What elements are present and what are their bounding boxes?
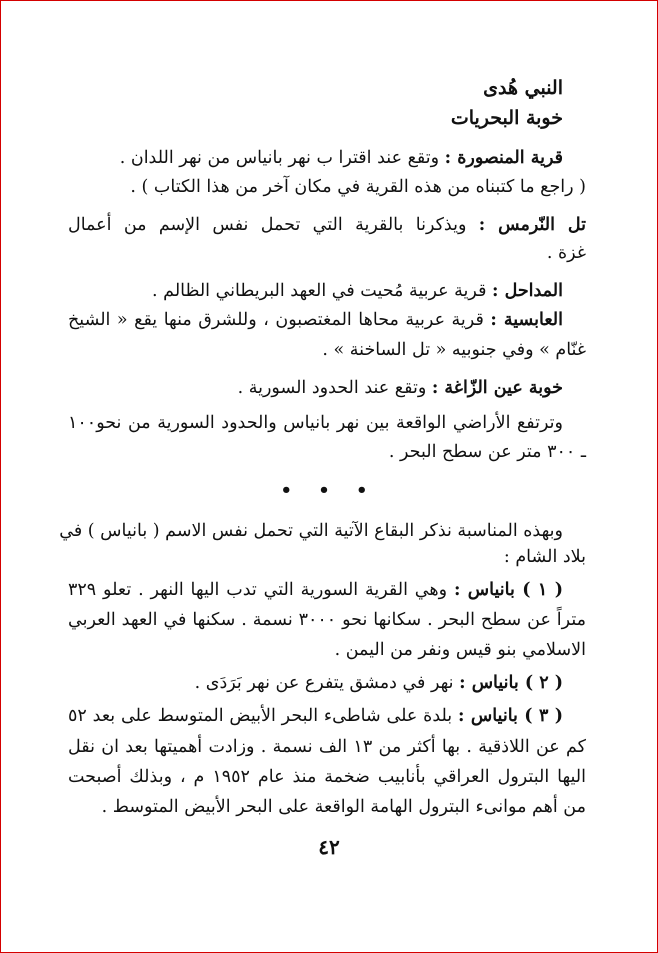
entry-text-line: ( راجع ما كتبناه من هذه القرية في مكان آخر من هذا الكتاب ) . <box>130 177 586 197</box>
item-text-line: من أهم موانىء البترول الهامة الواقعة على البحر الأبيض المتوسط . <box>101 797 586 817</box>
entry-text-line: غنّام » وفي جنوبيه « تل الساخنة » . <box>322 340 586 360</box>
entry-term: العابسية : <box>490 310 563 330</box>
entry-term: قرية المنصورة : <box>444 148 563 168</box>
page-number: ٤٢ <box>318 835 340 859</box>
section-title: خوبة البحريات <box>450 107 563 129</box>
entry-madahil <box>60 281 563 301</box>
entry-term: خوبة عين الزّاغة : <box>431 378 563 398</box>
entry-term: المداحل : <box>492 281 563 301</box>
entry-text: ويذكرنا بالقرية التي تحمل نفس الإسم من أعمال <box>68 215 467 235</box>
entry-text: وتقع عند اقترا ب نهر بانياس من نهر اللدان . <box>119 148 440 168</box>
entry-tel-naurmus <box>68 215 586 235</box>
entry-term: تل النّرمس : <box>478 215 586 235</box>
item-text: وهي القرية السورية التي تدب اليها النهر . تعلو ٣٢٩ <box>68 580 448 600</box>
entry-abisiya <box>68 310 563 330</box>
item-text: بلدة على شاطىء البحر الأبيض المتوسط على بعد ٥٢ <box>68 706 453 726</box>
entry-text: قرية عربية مُحيت في العهد البريطاني الظالم . <box>152 281 487 301</box>
item-text-line: اليها البترول العراقي بأنابيب ضخمة منذ عام ١٩٥٢ م ، وبذلك أصبحت <box>68 767 587 787</box>
intro-line: وبهذه المناسبة نذكر البقاع الآتية التي تحمل نفس الاسم ( بانياس ) في <box>59 521 563 541</box>
item-text-line: الاسلامي بنو قيس ونفر من اليمن . <box>334 640 586 660</box>
item-text-line: كم عن اللاذقية . بها أكثر من ١٣ الف نسمة . وزادت أهميتها بعد ان نقل <box>68 737 586 757</box>
item-baniyas-1 <box>68 580 563 600</box>
entry-mansoura <box>60 148 563 168</box>
item-text: نهر في دمشق يتفرع عن نهر بَرَدَى . <box>194 673 454 693</box>
item-text-line: متراً عن سطح البحر . سكانها نحو ٣٠٠٠ نسمة . سكنها في العهد العربي <box>68 610 586 630</box>
intro-line: بلاد الشام : <box>503 547 586 567</box>
paragraph-line: وترتفع الأراضي الواقعة بين نهر بانياس والحدود السورية من نحو١٠٠ <box>68 413 563 433</box>
item-number: ( ١ ) بانياس : <box>453 580 563 600</box>
entry-text: وتقع عند الحدود السورية . <box>237 378 427 398</box>
item-baniyas-2 <box>60 673 563 693</box>
header-title: النبي هُدى <box>483 77 563 99</box>
entry-text-line: غزة . <box>546 243 586 263</box>
separator: • • • <box>280 480 378 501</box>
item-number: ( ٣ ) بانياس : <box>458 706 563 726</box>
item-baniyas-3 <box>68 706 563 726</box>
item-number: ( ٢ ) بانياس : <box>459 673 563 693</box>
entry-ein-zagha <box>60 378 563 398</box>
entry-text: قرية عربية محاها المغتصبون ، وللشرق منها يقع « الشيخ <box>68 310 484 330</box>
paragraph-line: ـ ٣٠٠ متر عن سطح البحر . <box>388 442 586 462</box>
